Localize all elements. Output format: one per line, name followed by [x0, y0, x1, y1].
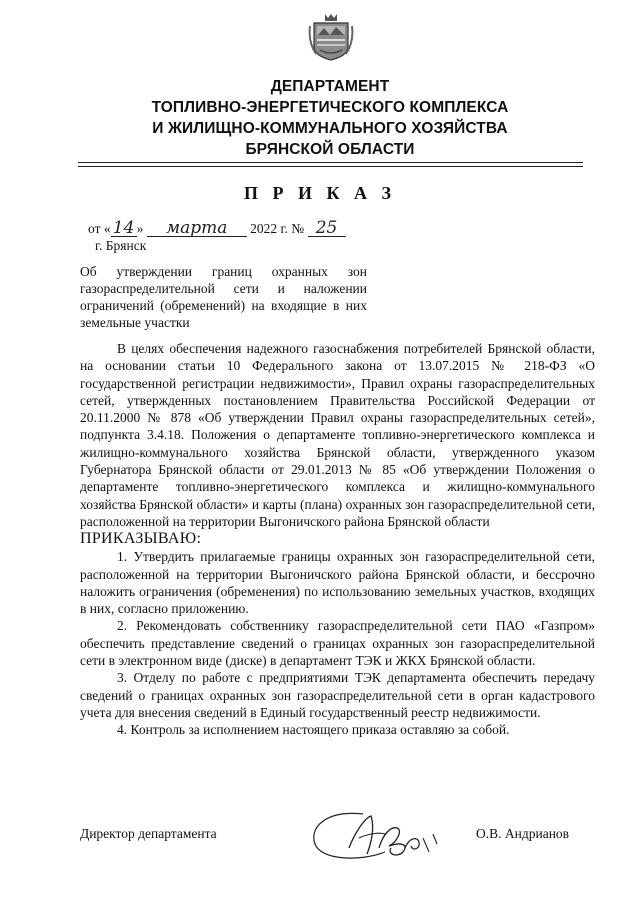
- preamble: В целях обеспечения надежного газоснабжения потребителей Брянской области, на основании статьи 10 Федерального закона от 13.07.2015 № 218-ФЗ «О государственной регистрации недвижимости», Правил охраны газораспределительных сетей, утвержденных постановлением Правительства Российской Федерации от 20.11.2000 № 878 «Об утверждении Правил охраны газораспределительных сетей», подпункта 3.4.18. Положения о департаменте топливно-энергетического комплекса и жилищно-коммунального хозяйства Брянской области, утвержденного указом Губернатора Брянской области от 29.01.2013 № 85 «Об утверждении Положения о департаменте топливно-энергетического комплекса и жилищно-коммунального хозяйства Брянской области» и карты (плана) охранных зон газораспределительной сети, расположенной на территории Выгоничского района Брянской области: [80, 341, 595, 529]
- date-year: 2022 г.: [250, 221, 288, 236]
- date-month: марта: [147, 220, 247, 237]
- header-divider-thin: [78, 166, 583, 167]
- orders-word: ПРИКАЗЫВАЮ:: [80, 530, 202, 548]
- document-type-title: П Р И К А З: [243, 183, 397, 203]
- order-item-1: 1. Утвердить прилагаемые границы охранных зон газораспределительной сети, расположенной на территории Выгоничского района Брянской области, и бессрочно наложить ограничения (обременения) по использованию земельных участков, входящих в них, согласно приложению.: [80, 549, 595, 617]
- city: г. Брянск: [95, 238, 147, 253]
- header-divider: [78, 162, 583, 163]
- signatory-position: Директор департамента: [80, 826, 217, 841]
- signatory-name: О.В. Андрианов: [476, 826, 570, 841]
- date-line: [88, 220, 346, 237]
- department-name-line-4: БРЯНСКОЙ ОБЛАСТИ: [245, 141, 415, 158]
- order-item-3: 3. Отделу по работе с предприятиями ТЭК департамента обеспечить передачу сведений о границах охранных зон газораспределительной сети в орган кадастрового учета для внесения сведений в Единый государственный реестр недвижимости.: [80, 670, 595, 720]
- department-name-line-1: ДЕПАРТАМЕНТ: [270, 78, 390, 95]
- date-day: 14: [111, 220, 137, 237]
- date-prefix: от «: [88, 221, 111, 236]
- handwritten-signature: [305, 808, 455, 864]
- date-mid: »: [136, 221, 144, 236]
- number-label: №: [291, 221, 305, 236]
- order-item-4: 4. Контроль за исполнением настоящего приказа оставляю за собой.: [117, 722, 510, 738]
- order-subject: Об утверждении границ охранных зон газораспределительной сети и наложении ограничений (обременений) на входящие в них земельные участки: [80, 264, 367, 330]
- department-name-line-3: И ЖИЛИЩНО-КОММУНАЛЬНОГО ХОЗЯЙСТВА: [152, 120, 508, 137]
- order-item-2: 2. Рекомендовать собственнику газораспределительной сети ПАО «Газпром» обеспечить представление сведений о границах охранных зон газораспределительной сети в электронном виде (диске) в департамент ТЭК и ЖКХ Брянской области.: [80, 618, 595, 669]
- order-number: 25: [308, 220, 346, 237]
- coat-of-arms-icon: [308, 12, 354, 62]
- department-name-line-2: ТОПЛИВНО-ЭНЕРГЕТИЧЕСКОГО КОМПЛЕКСА: [151, 99, 509, 116]
- order-body: [80, 340, 595, 739]
